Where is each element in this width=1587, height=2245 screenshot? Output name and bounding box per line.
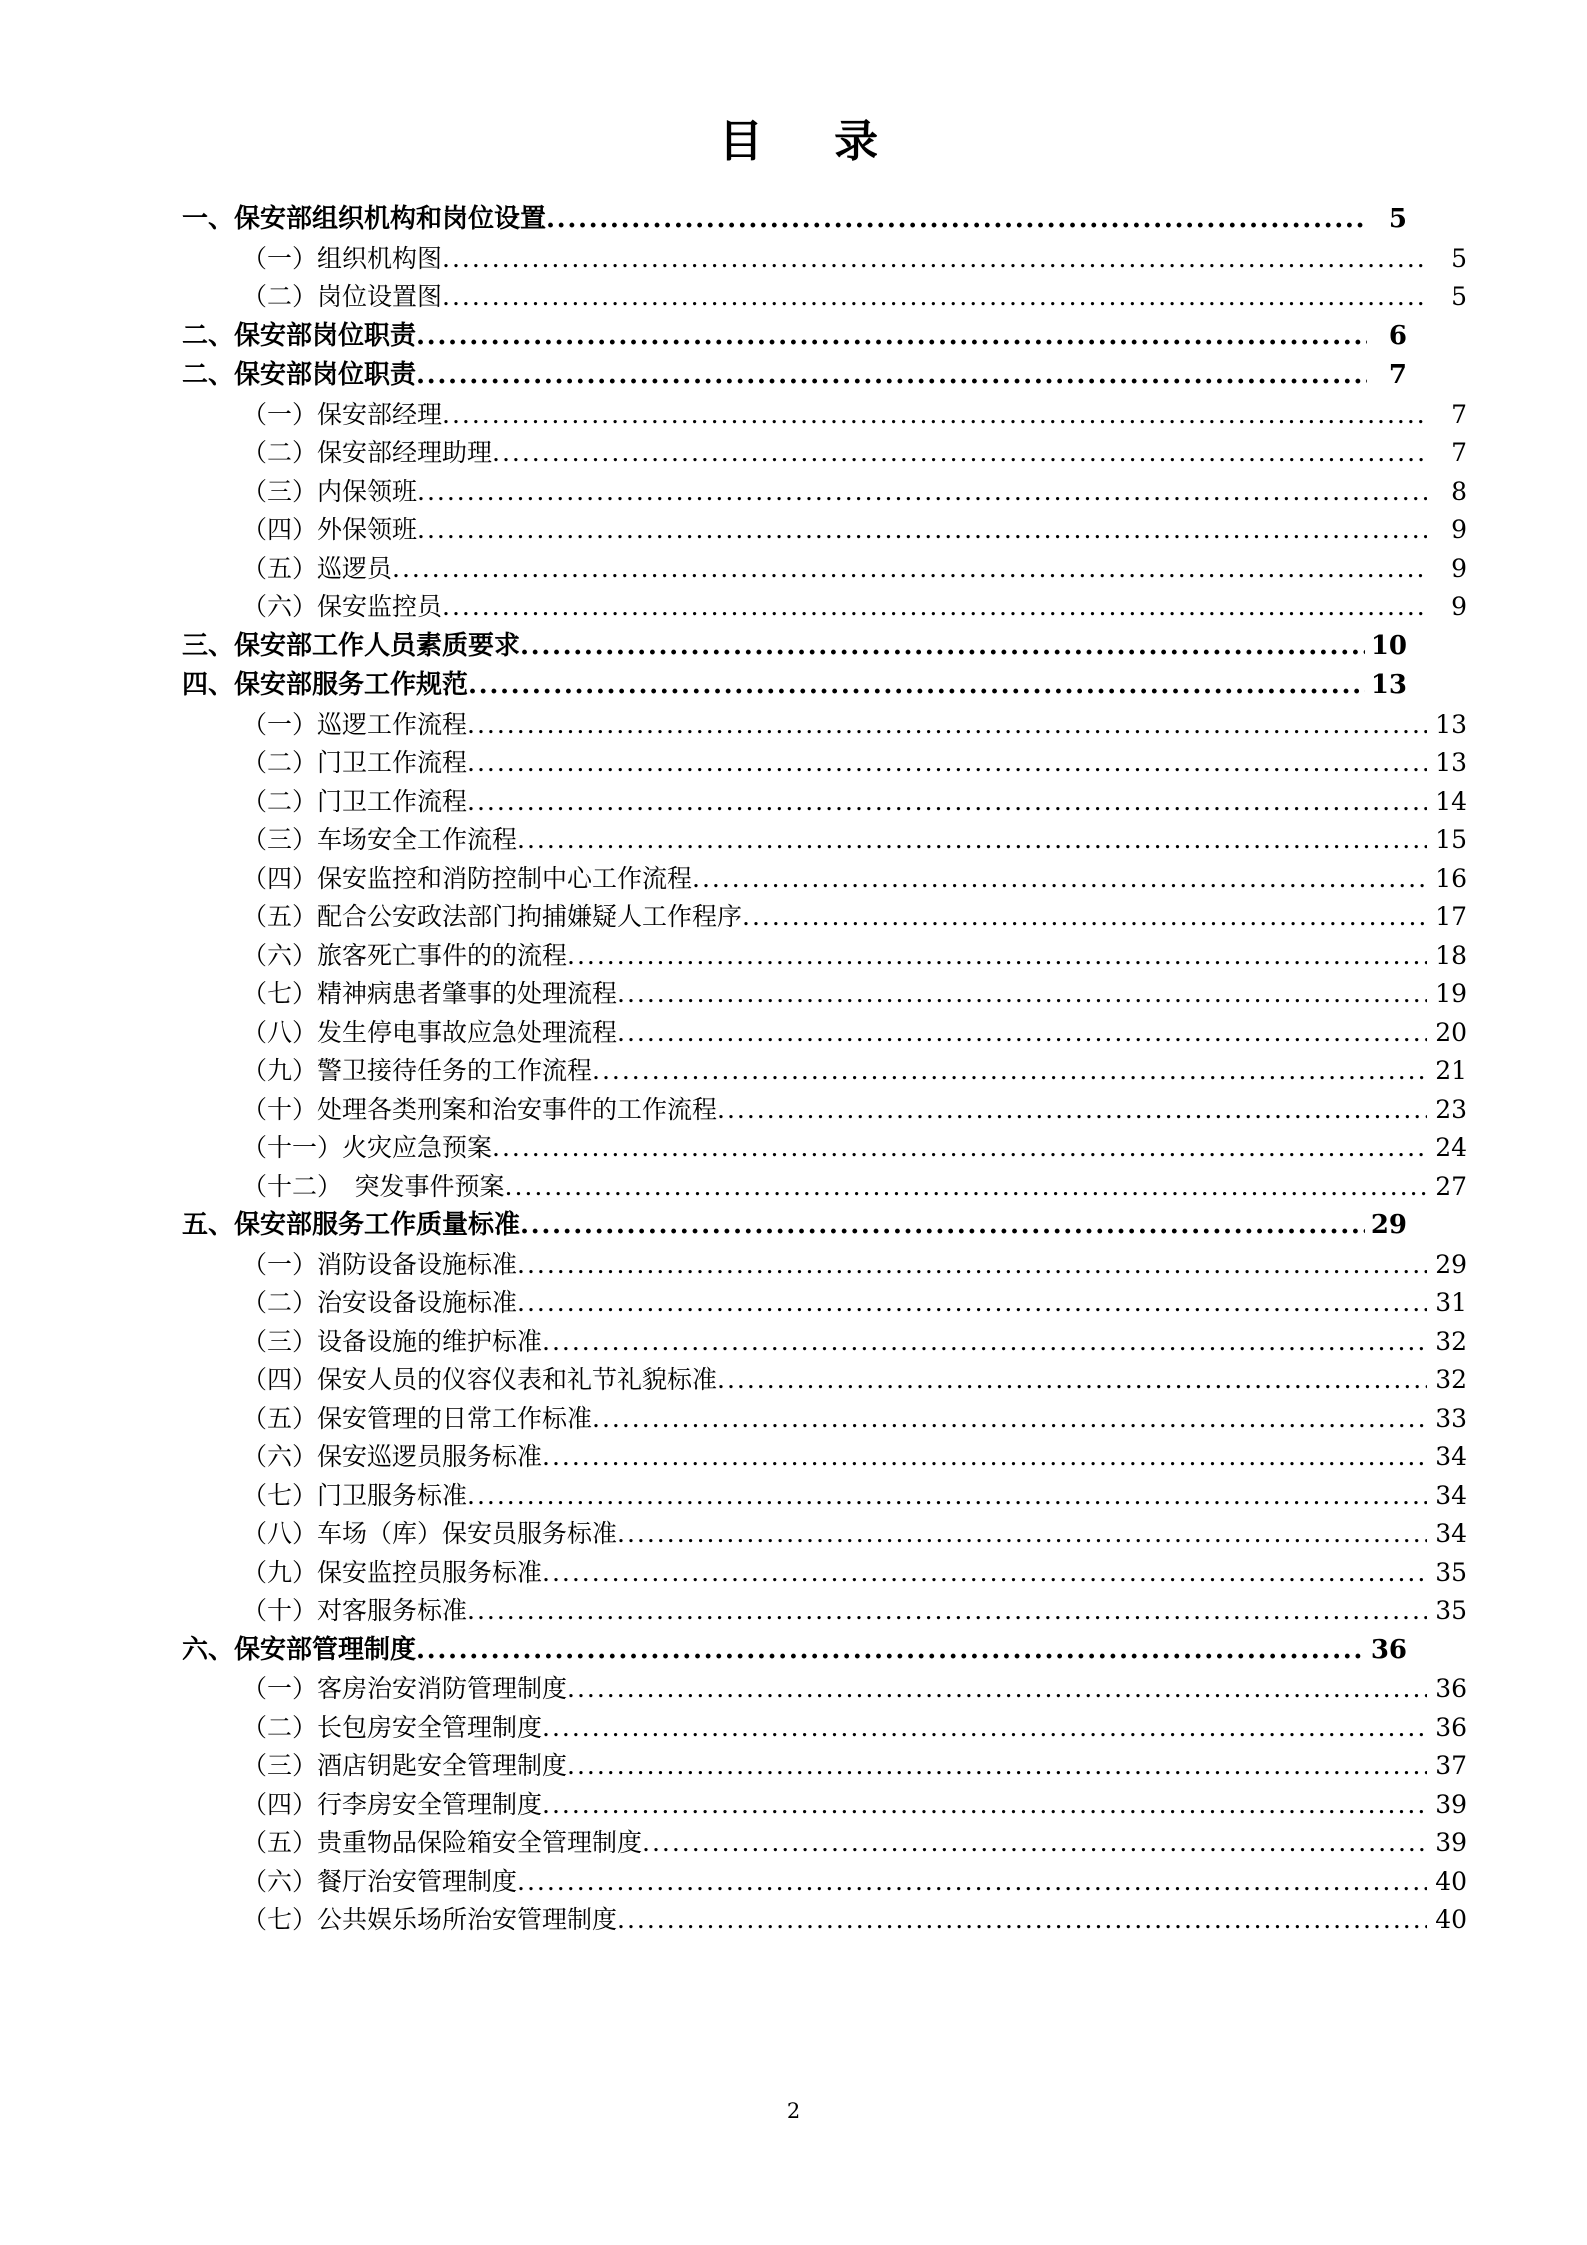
toc-entry-label: （十一）火灾应急预案 <box>242 1133 493 1163</box>
toc-entry-label: （一）保安部经理 <box>242 399 443 429</box>
toc-dot-leader <box>542 1444 1427 1469</box>
toc-dot-leader <box>542 1792 1427 1817</box>
toc-entry[interactable] <box>182 630 1407 661</box>
toc-dot-leader <box>717 1367 1427 1392</box>
toc-dot-leader <box>492 1135 1427 1160</box>
toc-entry-label: （六）保安巡逻员服务标准 <box>242 1442 543 1472</box>
page-title: 目 录 <box>718 116 881 167</box>
page-number-footer: 2 <box>786 2099 801 2123</box>
toc-entry-label: （一）巡逻工作流程 <box>242 709 468 739</box>
toc-dot-leader <box>468 672 1365 698</box>
toc-dot-leader <box>467 750 1427 775</box>
toc-entry[interactable] <box>182 592 1467 622</box>
toc-entry-page-number: 7 <box>1388 360 1407 391</box>
toc-dot-leader <box>617 1907 1427 1932</box>
toc-entry-page-number: 6 <box>1388 320 1407 351</box>
toc-entry[interactable] <box>182 438 1467 468</box>
toc-dot-leader <box>567 1753 1427 1778</box>
toc-entry-label: （二）长包房安全管理制度 <box>242 1712 543 1742</box>
toc-dot-leader <box>505 1174 1427 1199</box>
toc-entry-label: （二）门卫工作流程 <box>242 786 468 816</box>
toc-entry-page-number: 40 <box>1435 1905 1467 1935</box>
toc-entry-label: （十）对客服务标准 <box>242 1596 468 1626</box>
toc-entry-label: （十）处理各类刑案和治安事件的工作流程 <box>242 1094 718 1124</box>
toc-entry[interactable] <box>182 1171 1467 1201</box>
toc-dot-leader <box>742 904 1427 929</box>
toc-entry[interactable] <box>182 1326 1467 1356</box>
toc-dot-leader <box>617 981 1427 1006</box>
toc-entry-label: 六、保安部管理制度 <box>182 1634 417 1665</box>
toc-entry[interactable] <box>182 1017 1467 1047</box>
toc-entry-page-number: 32 <box>1435 1326 1467 1356</box>
toc-entry-page-number: 27 <box>1435 1171 1467 1201</box>
toc-entry-label: （一）客房治安消防管理制度 <box>242 1674 568 1704</box>
toc-entry-label: 二、保安部岗位职责 <box>182 320 417 351</box>
toc-entry-label: （七）门卫服务标准 <box>242 1480 468 1510</box>
toc-dot-leader <box>542 1329 1427 1354</box>
toc-entry[interactable] <box>182 320 1407 351</box>
toc-entry-label: （四）保安监控和消防控制中心工作流程 <box>242 863 693 893</box>
toc-entry-label: （二）岗位设置图 <box>242 282 443 312</box>
toc-entry-page-number: 9 <box>1451 515 1467 545</box>
toc-entry-label: 五、保安部服务工作质量标准 <box>182 1210 521 1241</box>
toc-entry-page-number: 5 <box>1388 204 1407 235</box>
toc-entry-label: （三）酒店钥匙安全管理制度 <box>242 1751 568 1781</box>
toc-entry-page-number: 8 <box>1451 476 1467 506</box>
toc-entry[interactable] <box>182 1789 1467 1819</box>
toc-entry[interactable] <box>182 940 1467 970</box>
toc-entry-page-number: 39 <box>1435 1789 1467 1819</box>
toc-entry-page-number: 13 <box>1370 670 1407 701</box>
toc-entry-label: 一、保安部组织机构和岗位设置 <box>182 204 547 235</box>
toc-entry[interactable] <box>182 1866 1467 1896</box>
toc-entry-page-number: 19 <box>1435 979 1467 1009</box>
toc-entry-page-number: 20 <box>1435 1017 1467 1047</box>
toc-entry-label: （九）警卫接待任务的工作流程 <box>242 1056 593 1086</box>
toc-entry[interactable] <box>182 399 1467 429</box>
toc-dot-leader <box>567 1676 1427 1701</box>
toc-entry-label: 三、保安部工作人员素质要求 <box>182 630 521 661</box>
toc-entry-page-number: 34 <box>1435 1519 1467 1549</box>
toc-dot-leader <box>416 362 1367 388</box>
toc-dot-leader <box>542 1715 1427 1740</box>
toc-entry-label: （四）外保领班 <box>242 515 418 545</box>
toc-entry-label: （七）公共娱乐场所治安管理制度 <box>242 1905 618 1935</box>
toc-dot-leader <box>717 1097 1427 1122</box>
toc-entry[interactable] <box>182 282 1467 312</box>
toc-entry-page-number: 39 <box>1435 1828 1467 1858</box>
toc-entry-page-number: 23 <box>1435 1094 1467 1124</box>
toc-entry-page-number: 7 <box>1451 438 1467 468</box>
toc-entry[interactable] <box>182 1905 1467 1935</box>
toc-dot-leader <box>442 284 1427 309</box>
toc-dot-leader <box>517 1869 1427 1894</box>
toc-dot-leader <box>592 1406 1427 1431</box>
toc-dot-leader <box>467 789 1427 814</box>
toc-entry-page-number: 37 <box>1435 1751 1467 1781</box>
toc-entry-page-number: 18 <box>1435 940 1467 970</box>
toc-entry-page-number: 9 <box>1451 553 1467 583</box>
toc-entry-label: （三）内保领班 <box>242 476 418 506</box>
toc-entry-page-number: 21 <box>1435 1056 1467 1086</box>
toc-entry[interactable] <box>182 204 1407 235</box>
toc-dot-leader <box>546 206 1367 232</box>
toc-entry-page-number: 14 <box>1435 786 1467 816</box>
toc-entry-page-number: 24 <box>1435 1133 1467 1163</box>
toc-dot-leader <box>617 1020 1427 1045</box>
toc-dot-leader <box>416 1637 1365 1663</box>
toc-dot-leader <box>392 556 1427 581</box>
toc-entry-page-number: 16 <box>1435 863 1467 893</box>
toc-entry-page-number: 33 <box>1435 1403 1467 1433</box>
toc-entry-page-number: 40 <box>1435 1866 1467 1896</box>
toc-entry-label: （二）门卫工作流程 <box>242 748 468 778</box>
toc-entry[interactable] <box>182 1557 1467 1587</box>
toc-entry[interactable] <box>182 1056 1467 1086</box>
toc-dot-leader <box>520 1212 1365 1238</box>
toc-entry-label: 四、保安部服务工作规范 <box>182 670 469 701</box>
toc-entry[interactable] <box>182 1519 1467 1549</box>
toc-entry-label: （四）保安人员的仪容仪表和礼节礼貌标准 <box>242 1365 718 1395</box>
toc-entry-label: （一）组织机构图 <box>242 243 443 273</box>
toc-dot-leader <box>517 1290 1427 1315</box>
toc-entry[interactable] <box>182 1403 1467 1433</box>
toc-dot-leader <box>542 1560 1427 1585</box>
toc-entry-label: （八）发生停电事故应急处理流程 <box>242 1017 618 1047</box>
toc-entry[interactable] <box>182 709 1467 739</box>
toc-entry-page-number: 36 <box>1435 1712 1467 1742</box>
toc-entry[interactable] <box>182 1133 1467 1163</box>
toc-entry[interactable] <box>182 1751 1467 1781</box>
toc-entry-page-number: 31 <box>1435 1288 1467 1318</box>
toc-entry-label: （一）消防设备设施标准 <box>242 1249 518 1279</box>
toc-entry-label: （五）保安管理的日常工作标准 <box>242 1403 593 1433</box>
toc-entry[interactable] <box>182 1094 1467 1124</box>
toc-entry[interactable] <box>182 1712 1467 1742</box>
toc-entry-label: （八）车场（库）保安员服务标准 <box>242 1519 618 1549</box>
toc-entry-page-number: 29 <box>1435 1249 1467 1279</box>
toc-entry-label: （二）保安部经理助理 <box>242 438 493 468</box>
toc-entry-page-number: 9 <box>1451 592 1467 622</box>
toc-entry[interactable] <box>182 1596 1467 1626</box>
toc-entry[interactable] <box>182 1249 1467 1279</box>
toc-dot-leader <box>592 1058 1427 1083</box>
toc-dot-leader <box>416 323 1367 349</box>
toc-entry-page-number: 10 <box>1370 630 1407 661</box>
toc-entry-page-number: 17 <box>1435 902 1467 932</box>
toc-entry[interactable] <box>182 360 1407 391</box>
toc-entry-page-number: 13 <box>1435 709 1467 739</box>
toc-entry[interactable] <box>182 1634 1407 1665</box>
toc-dot-leader <box>442 246 1427 271</box>
toc-entry-page-number: 5 <box>1451 243 1467 273</box>
toc-entry-page-number: 34 <box>1435 1442 1467 1472</box>
toc-entry-label: （五）贵重物品保险箱安全管理制度 <box>242 1828 643 1858</box>
toc-entry-page-number: 7 <box>1451 399 1467 429</box>
toc-dot-leader <box>642 1830 1427 1855</box>
toc-entry[interactable] <box>182 825 1467 855</box>
toc-dot-leader <box>567 943 1427 968</box>
toc-entry-page-number: 32 <box>1435 1365 1467 1395</box>
toc-entry-label: （五）配合公安政法部门拘捕嫌疑人工作程序 <box>242 902 743 932</box>
toc-entry-label: （七）精神病患者肇事的处理流程 <box>242 979 618 1009</box>
toc-entry[interactable] <box>182 670 1407 701</box>
toc-entry-label: （九）保安监控员服务标准 <box>242 1557 543 1587</box>
toc-entry-label: 二、保安部岗位职责 <box>182 360 417 391</box>
toc-dot-leader <box>442 594 1427 619</box>
toc-entry[interactable] <box>182 515 1467 545</box>
toc-entry-label: （六）保安监控员 <box>242 592 443 622</box>
toc-entry[interactable] <box>182 1365 1467 1395</box>
toc-dot-leader <box>417 479 1427 504</box>
toc-entry[interactable] <box>182 902 1467 932</box>
toc-entry[interactable] <box>182 1288 1467 1318</box>
toc-dot-leader <box>517 1252 1427 1277</box>
toc-dot-leader <box>517 827 1427 852</box>
toc-dot-leader <box>467 1483 1427 1508</box>
toc-entry-page-number: 36 <box>1370 1634 1407 1665</box>
toc-dot-leader <box>442 402 1427 427</box>
toc-entry-label: （三）车场安全工作流程 <box>242 825 518 855</box>
toc-entry[interactable] <box>182 1828 1467 1858</box>
toc-dot-leader <box>467 712 1427 737</box>
toc-dot-leader <box>617 1521 1427 1546</box>
toc-dot-leader <box>520 633 1365 659</box>
toc-entry-page-number: 34 <box>1435 1480 1467 1510</box>
toc-entry-page-number: 35 <box>1435 1557 1467 1587</box>
toc-dot-leader <box>417 517 1427 542</box>
toc-entry-label: （三）设备设施的维护标准 <box>242 1326 543 1356</box>
toc-entry[interactable] <box>182 979 1467 1009</box>
toc-entry[interactable] <box>182 863 1467 893</box>
toc-dot-leader <box>692 866 1427 891</box>
table-of-contents <box>0 204 1587 1935</box>
toc-entry-label: （六）餐厅治安管理制度 <box>242 1866 518 1896</box>
toc-entry[interactable] <box>182 476 1467 506</box>
toc-dot-leader <box>467 1598 1427 1623</box>
toc-entry-page-number: 5 <box>1451 282 1467 312</box>
toc-entry-page-number: 15 <box>1435 825 1467 855</box>
toc-entry-label: （六）旅客死亡事件的的流程 <box>242 940 568 970</box>
toc-entry[interactable] <box>182 1674 1467 1704</box>
toc-entry[interactable] <box>182 748 1467 778</box>
toc-entry[interactable] <box>182 786 1467 816</box>
toc-dot-leader <box>492 440 1427 465</box>
toc-entry[interactable] <box>182 1442 1467 1472</box>
toc-entry-page-number: 36 <box>1435 1674 1467 1704</box>
toc-entry-page-number: 13 <box>1435 748 1467 778</box>
toc-entry-label: （二）治安设备设施标准 <box>242 1288 518 1318</box>
toc-entry-page-number: 35 <box>1435 1596 1467 1626</box>
toc-entry[interactable] <box>182 243 1467 273</box>
toc-entry-page-number: 29 <box>1370 1210 1407 1241</box>
toc-entry-label: （四）行李房安全管理制度 <box>242 1789 543 1819</box>
toc-entry[interactable] <box>182 1480 1467 1510</box>
toc-entry[interactable] <box>182 553 1467 583</box>
toc-entry[interactable] <box>182 1210 1407 1241</box>
toc-entry-label: （五）巡逻员 <box>242 553 393 583</box>
toc-entry-label: （十二） 突发事件预案 <box>242 1171 505 1201</box>
